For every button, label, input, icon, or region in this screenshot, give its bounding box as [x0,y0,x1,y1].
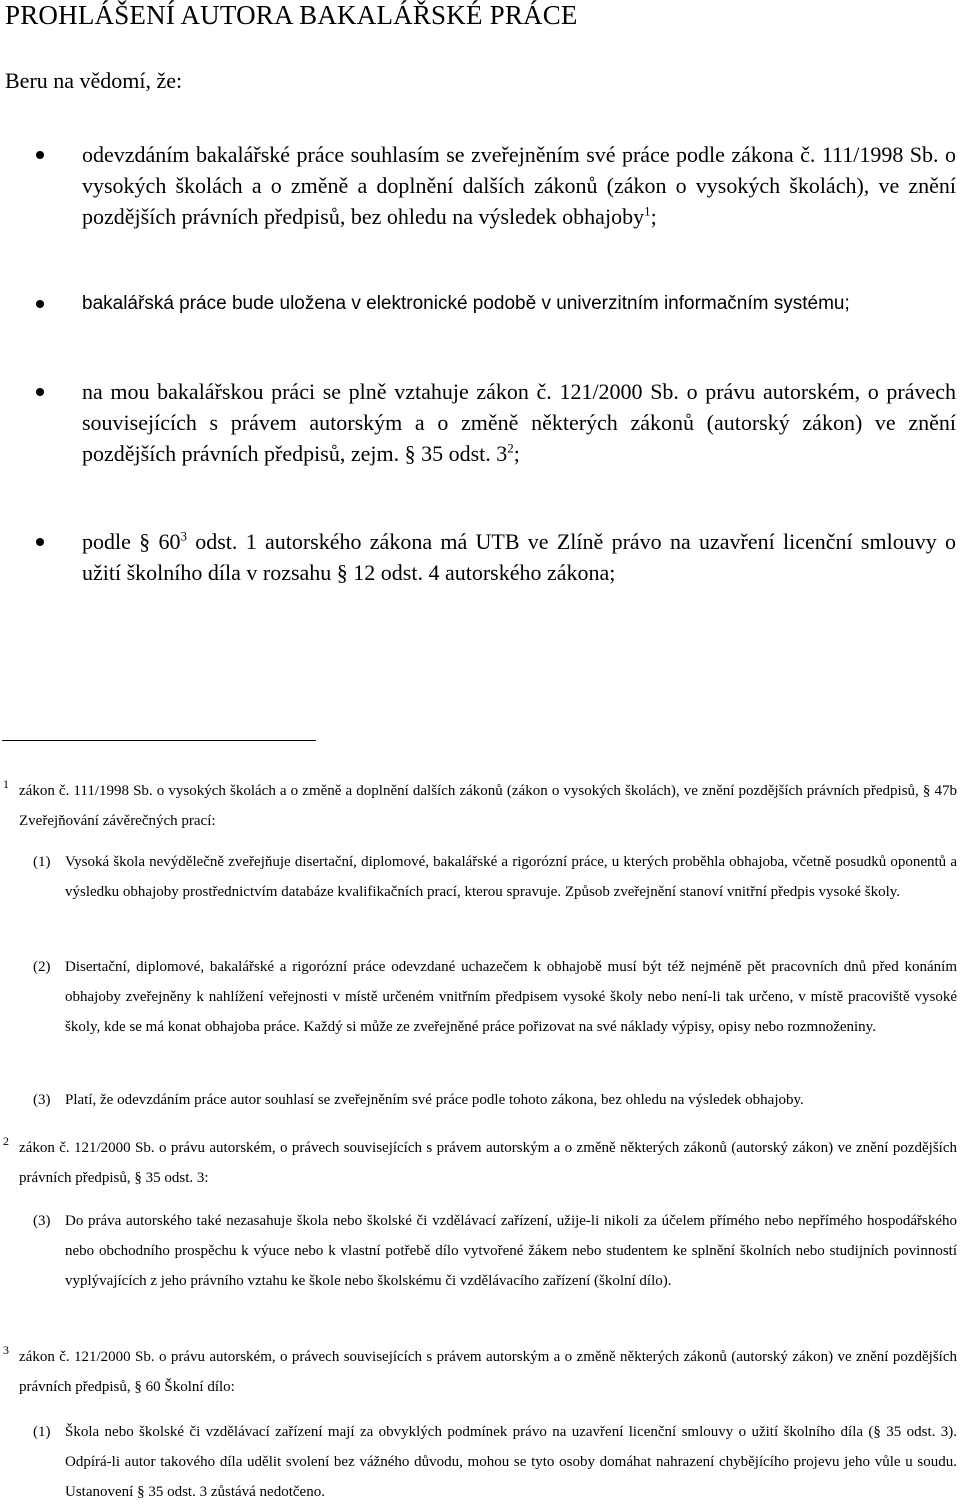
footnote-separator [2,740,316,741]
para-text: Do práva autorského také nezasahuje škola nebo školské či vzdělávací zařízení, užije-li nikoli za účelem přímého nebo nepřímého hospodářského nebo obchodního prospěchu k výuce nebo k vlastní potřebě dílo vytvořené žákem nebo studentem ke splnění školních nebo studijních povinností vyplývajících z jeho právního vztahu ke škole nebo školskému či vzdělávacího zařízení (školní dílo). [65,1213,957,1289]
footnote-ref: 2 [507,440,514,456]
bullet-text-pre: podle § 60 [82,529,181,554]
footnote-text: zákon č. 121/2000 Sb. o právu autorském, o právech souvisejících s právem autorským a o změně některých zákonů (autorský zákon) ve znění pozdějších právních předpisů, § 60 Školní dílo: [19,1349,957,1395]
para-text: Vysoká škola nevýdělečně zveřejňuje disertační, diplomové, bakalářské a rigorózní práce, u kterých proběhla obhajoba, včetně posudků oponentů a výsledku obhajoby prostřednictvím databáze kvalifikačních prací, kterou spravuje. Způsob zveřejnění stanoví vnitřní předpis vysoké školy. [65,854,957,900]
footnote-1-para-1 [33,847,957,907]
bullet-item-2 [82,288,956,319]
footnote-ref: 3 [180,528,187,544]
bullet-text: na mou bakalářskou práci se plně vztahuje zákon č. 121/2000 Sb. o právu autorském, o právech souvisejících s právem autorským a o změně některých zákonů (autorský zákon) ve znění pozdějších právních předpisů, zejm. § 35 odst. 3 [82,379,956,466]
footnote-3 [3,1342,957,1402]
footnote-mark: 2 [3,1134,9,1148]
footnote-1 [3,776,957,836]
page-title: PROHLÁŠENÍ AUTORA BAKALÁŘSKÉ PRÁCE [5,0,578,30]
para-text: Platí, že odevzdáním práce autor souhlasí se zveřejněním své práce podle tohoto zákona, bez ohledu na výsledek obhajoby. [65,1092,804,1108]
footnote-mark: 1 [3,777,9,791]
bullet-text-post: odst. 1 autorského zákona má UTB ve Zlíně právo na uzavření licenční smlouvy o užití školního díla v rozsahu § 12 odst. 4 autorského zákona; [82,529,956,585]
bullet-dot [36,388,44,396]
para-number: (1) [33,854,51,870]
footnote-2 [3,1133,957,1193]
bullet-text: bakalářská práce bude uložena v elektronické podobě v univerzitním informačním systému; [82,293,850,314]
para-number: (3) [33,1092,51,1108]
para-number: (1) [33,1424,51,1440]
bullet-item-3 [82,376,956,469]
footnote-mark: 3 [3,1343,9,1357]
footnote-2-para-3 [33,1206,957,1296]
footnote-1-para-3 [33,1085,957,1115]
para-number: (2) [33,959,51,975]
footnote-ref: 1 [644,203,651,219]
bullet-dot [36,538,44,546]
footnote-text: zákon č. 121/2000 Sb. o právu autorském, o právech souvisejících s právem autorským a o změně některých zákonů (autorský zákon) ve znění pozdějších právních předpisů, § 35 odst. 3: [19,1140,957,1186]
bullet-text: odevzdáním bakalářské práce souhlasím se zveřejněním své práce podle zákona č. 111/1998 Sb. o vysokých školách a o změně a doplnění dalších zákonů (zákon o vysokých školách), ve znění pozdějších právních předpisů, bez ohledu na výsledek obhajoby [82,142,956,229]
bullet-item-1 [82,139,956,232]
intro-text: Beru na vědomí, že: [5,68,183,93]
bullet-item-4 [82,526,956,588]
bullet-end: ; [650,204,657,229]
footnote-1-para-2 [33,952,957,1042]
footnote-text: zákon č. 111/1998 Sb. o vysokých školách a o změně a doplnění dalších zákonů (zákon o vysokých školách), ve znění pozdějších právních předpisů, § 47b Zveřejňování závěrečných prací: [19,783,957,829]
para-text: Disertační, diplomové, bakalářské a rigorózní práce odevzdané uchazečem k obhajobě musí být též nejméně pět pracovních dnů před konáním obhajoby zveřejněny k nahlížení veřejnosti v místě určeném vnitřním předpisem vysoké školy nebo není-li tak určeno, v místě pracoviště vysoké školy, kde se má konat obhajoba práce. Každý si může ze zveřejněné práce pořizovat na své náklady výpisy, opisy nebo rozmnoženiny. [65,959,957,1035]
para-number: (3) [33,1213,51,1229]
bullet-end: ; [513,441,520,466]
para-text: Škola nebo školské či vzdělávací zařízení mají za obvyklých podmínek právo na uzavření licenční smlouvy o užití školního díla (§ 35 odst. 3). Odpírá-li autor takového díla udělit svolení bez vážného důvodu, mohou se tyto osoby domáhat nahrazení chybějícího projevu jeho vůle u soudu. Ustanovení § 35 odst. 3 zůstává nedotčeno. [65,1424,957,1500]
bullet-dot [36,151,44,159]
bullet-dot [36,300,44,308]
footnote-3-para-1 [33,1417,957,1507]
